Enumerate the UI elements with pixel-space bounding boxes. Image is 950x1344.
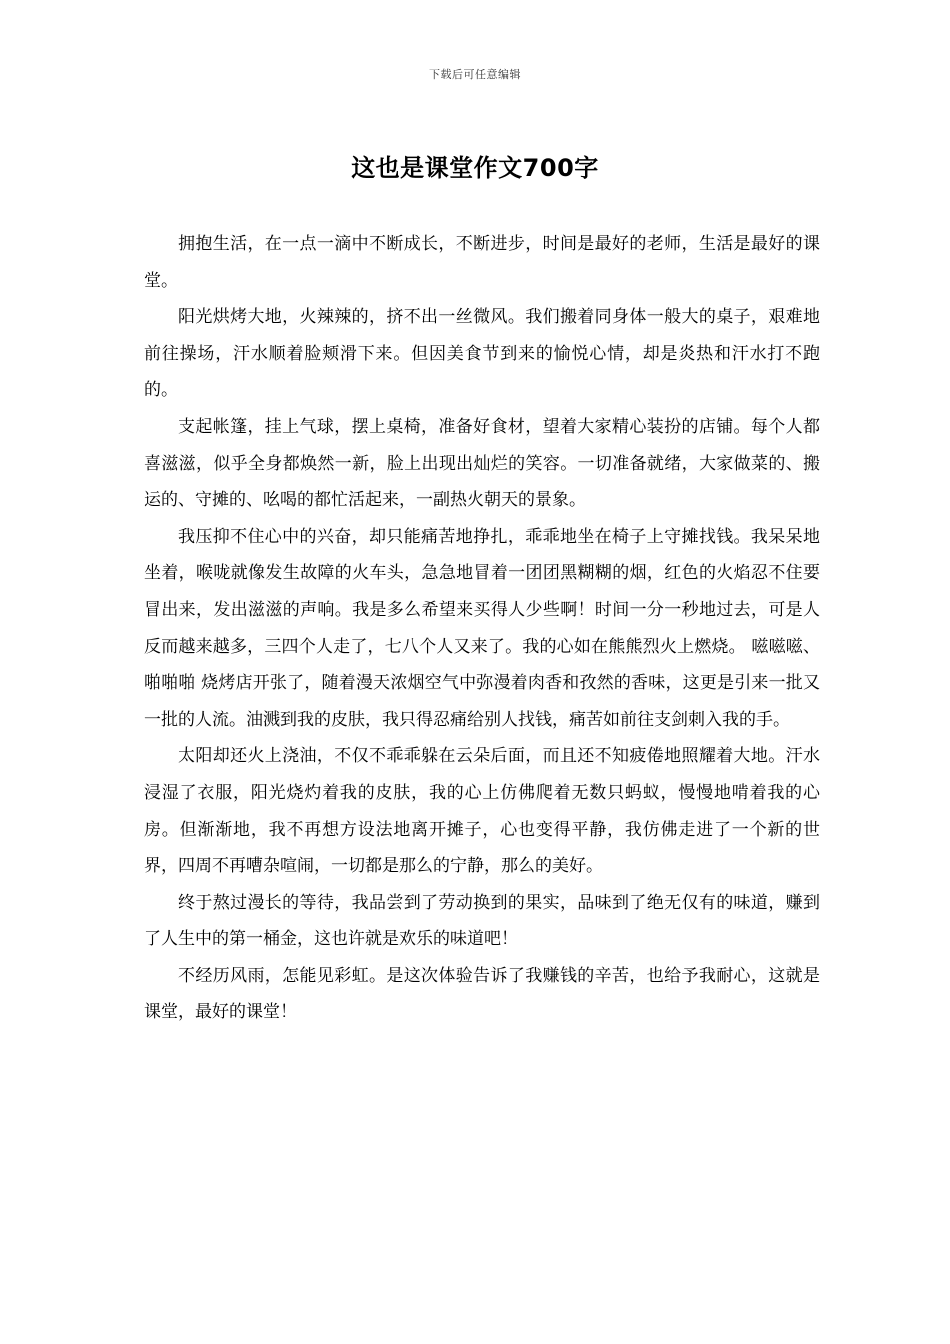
header-note: 下载后可任意编辑 (429, 68, 521, 81)
document-body (144, 226, 820, 1031)
paragraph: 支起帐篷，挂上气球，摆上桌椅，准备好食材，望着大家精心装扮的店铺。每个人都喜滋滋，似乎全身都焕然一新，脸上出现出灿烂的笑容。一切准备就绪，大家做菜的、搬运的、守摊的、吆喝的都忙活起来，一副热火朝天的景象。 (144, 416, 820, 511)
paragraph: 太阳却还火上浇油，不仅不乖乖躲在云朵后面，而且还不知疲倦地照耀着大地。汗水浸湿了衣服，阳光烧灼着我的皮肤，我的心上仿佛爬着无数只蚂蚁，慢慢地啃着我的心房。但渐渐地，我不再想方设法地离开摊子，心也变得平静，我仿佛走进了一个新的世界，四周不再嘈杂喧闹，一切都是那么的宁静，那么的美好。 (144, 746, 820, 877)
paragraph: 不经历风雨，怎能见彩虹。是这次体验告诉了我赚钱的辛苦，也给予我耐心，这就是课堂，最好的课堂！ (144, 965, 820, 1023)
paragraph: 阳光烘烤大地，火辣辣的，挤不出一丝微风。我们搬着同身体一般大的桌子，艰难地前往操场，汗水顺着脸颊滑下来。但因美食节到来的愉悦心情，却是炎热和汗水打不跑的。 (144, 307, 820, 401)
paragraph: 拥抱生活，在一点一滴中不断成长，不断进步，时间是最好的老师，生活是最好的课堂。 (144, 234, 820, 291)
paragraph: 我压抑不住心中的兴奋，却只能痛苦地挣扎，乖乖地坐在椅子上守摊找钱。我呆呆地坐着，喉咙就像发生故障的火车头，急急地冒着一团团黑糊糊的烟，红色的火焰忍不住要冒出来，发出滋滋的声响。我是多么希望来买得人少些啊！时间一分一秒地过去，可是人反而越来越多，三四个人走了，七八个人又来了。我的心如在熊熊烈火上燃烧。 嗞嗞嗞、啪啪啪 烧烤店开张了，随着漫天浓烟空气中弥漫着肉香和孜然的香味，这更是引来一批又一批的人流。油溅到我的皮肤，我只得忍痛给别人找钱，痛苦如前往支剑刺入我的手。 (144, 526, 820, 730)
paragraph: 终于熬过漫长的等待，我品尝到了劳动换到的果实，品味到了绝无仅有的味道，赚到了人生中的第一桶金，这也许就是欢乐的味道吧！ (144, 892, 820, 950)
document-title: 这也是课堂作文700字 (351, 154, 599, 182)
